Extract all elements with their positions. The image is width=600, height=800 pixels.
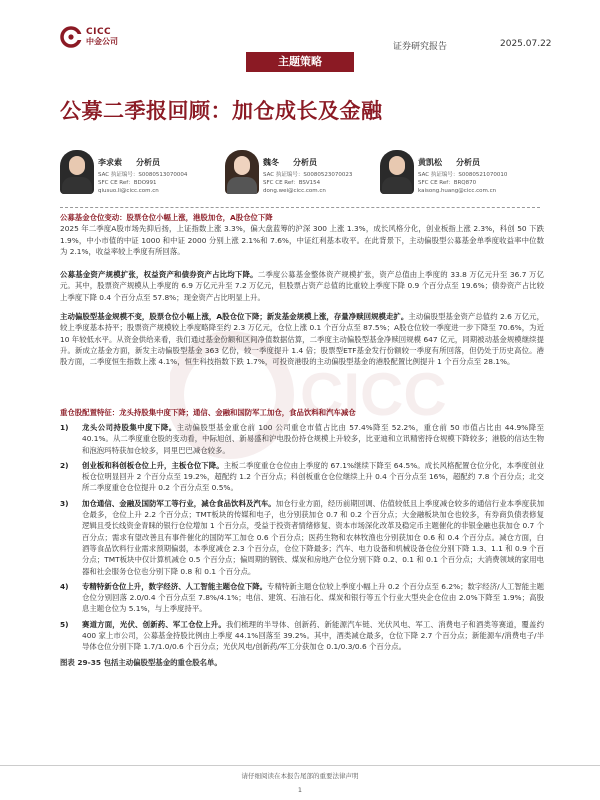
section-heading-holdings: 重仓股配置特征：龙头持股集中度下降；通信、金融和国防军工加仓，食品饮料和汽车减仓 <box>60 408 356 417</box>
analyst-name: 李求索 <box>98 158 122 167</box>
analyst-email[interactable]: qiusuo.li@cicc.com.cn <box>98 188 159 194</box>
list-number: 3) <box>60 498 69 508</box>
list-text: 主动偏股型基金重仓前 100 公司重仓市值占比由 57.4%降至 52.2%，重仓前 50 市值占比由 44.9%降至 40.1%。从二季度重仓股的变动看，中际旭创、新易盛和沪电股份持仓规模上升较多，比亚迪和立讯精密持仓规模下降较多；港股的信达生物和泡泡玛特获加仓较多，同里巴巴减仓较多。 <box>82 423 544 455</box>
list-item <box>60 498 544 577</box>
analyst-role: 分析员 <box>456 158 480 167</box>
cicc-logo-icon <box>60 26 82 48</box>
avatar <box>380 150 414 194</box>
legal-notice[interactable]: 请仔细阅读在本报告尾部的重要法律声明 <box>241 772 359 780</box>
analyst-role: 分析员 <box>136 158 160 167</box>
section-heading: 主动偏股型基金规模不变，股票仓位小幅上涨，A股仓位下降；新发基金规模上涨，存量净赎回规模走扩。 <box>60 312 409 321</box>
section-fund-position <box>60 212 544 257</box>
analyst-email[interactable]: dong.wei@cicc.com.cn <box>263 188 326 194</box>
analyst-card <box>380 150 550 200</box>
section-body: 2025 年二季度A股市场先抑后扬，上证指数上涨 3.3%，偏大盘蓝筹的沪深 300 上涨 1.3%，成长风格分化，创业板指上涨 2.3%，科创 50 下跌 1.9%，中小市值的中证 1000 和中证 2000 分别上涨 2.1%和 7.6%，中证红利基本收平。在此背景下，主动偏股型公募基金单季度收益率中位数为 2.1%，收益率较上季度有所回落。 <box>60 224 544 256</box>
analyst-name: 黄凯松 <box>418 158 442 167</box>
list-lead: 专精特新仓位上升，数字经济、人工智能主题仓位下降。 <box>82 581 268 591</box>
report-date: 2025.07.22 <box>500 39 552 49</box>
analyst-sac: SAC 执证编号：S0080513070004 <box>98 172 188 178</box>
list-item <box>60 581 544 615</box>
avatar <box>60 150 94 194</box>
analyst-email[interactable]: kaisong.huang@cicc.com.cn <box>418 188 497 194</box>
analyst-sac: SAC 执证编号：S0080521070010 <box>418 172 508 178</box>
cicc-logo <box>60 26 118 48</box>
page-number: 1 <box>297 786 303 794</box>
list-number: 1) <box>60 423 69 432</box>
list-number: 5) <box>60 619 69 629</box>
svg-text:CICC: CICC <box>300 361 447 428</box>
section-divider <box>60 207 540 208</box>
list-item <box>60 460 544 494</box>
list-number: 4) <box>60 581 69 591</box>
section-asset-scale <box>60 269 544 303</box>
report-type: 证券研究报告 <box>393 42 448 52</box>
section-body: 二季度公募基金整体资产规模扩张，资产总值由上季度的 33.8 万亿元升至 36.7 万亿元。其中，股票资产规模从上季度的 6.9 万亿元升至 7.2 万亿元，但股票占资产总值的比重较上季度下降 0.9 个百分点至 19.6%；债券资产占比较上季度下降 0.4 个百分点至 57.8%；现金资产占比明显上升。 <box>60 270 544 302</box>
analyst-card <box>60 150 230 200</box>
list-lead: 加仓通信、金融及国防军工等行业，减仓食品饮料及汽车。 <box>82 498 276 508</box>
list-item <box>60 619 544 653</box>
analyst-role: 分析员 <box>293 158 317 167</box>
footer-divider <box>0 765 600 766</box>
list-lead: 龙头公司持股集中度下降。 <box>82 423 177 432</box>
report-title: 公募二季报回顾：加仓成长及金融 <box>60 99 383 123</box>
logo-english: CICC <box>86 27 112 37</box>
list-text: 主板二季度重仓仓位由上季度的 67.1%继续下降至 64.5%。成长风格配置仓位分化，本季度创业板仓位明显回升 2 个百分点至 19.2%，超配约 1.2 个百分点；科创板重仓仓位继续上升 0.4 个百分点至 16%，超配约 7.8 个百分点；北交所二季度重仓仓位提升 0.2 个百分点至 0.5%。 <box>82 460 544 493</box>
category-banner: 主题策略 <box>246 52 354 72</box>
list-text: 我们梳理的半导体、创新药、新能源汽车链、光伏风电、军工、消费电子和酒类等赛道，覆盖约 400 家上市公司，公募基金持股比例由上季度 44.1%回落至 39.2%。其中，酒类减仓最多，仓位下降 2.7 个百分点；新能源车/消费电子/半导体仓位分别下降 1.7/1.0/0.6 个百分点；光伏风电/创新药/军工分获加仓 0.1/0.3/0.6 个百分点。 <box>82 619 544 652</box>
list-text: 加仓行业方面，经历前期回调、估值较低且上季度减仓较多的通信行业本季度获加仓最多，仓位上升 2.2 个百分点；TMT板块的传媒和电子，也分别获加仓 0.7 和 0.2 个百分点；大金融板块加仓也较多，有券商负债表修复逻辑且受长线资金青睐的银行仓位增加 1 个百分点，受益于投资者情绪修复、资本市场深化改革及稳定币主题催化的非银金融也获加仓 0.7 个百分点；需求有望改善且有事件催化的国防军工加仓 0.6 个百分点；医药生物和农林牧渔也分别获加仓 0.6 和 0.4 个百分点。减仓方面，白酒等食品饮料行业需求预期偏弱，本季度减仓 2.3 个百分点，仓位下降最多；汽车、电力设备和机械设备仓位分别下降 1.3、1.1 和 0.9 个百分点；TMT板块中仅计算机减仓 0.5 个百分点；偏周期的钢铁、煤炭和房地产仓位分别下降 0.2、0.1 和 0.1 个百分点；大消费领域的家用电器和社会服务仓位也分别下降 0.8 和 0.1 个百分点。 <box>82 498 544 576</box>
list-text: 专精特新主题仓位较上季度小幅上升 0.2 个百分点至 6.2%；数字经济/人工智能主题仓位分别回落 2.0/0.4 个百分点至 7.8%/4.1%；电信、建筑、石油石化、煤炭和银行等五个行业大型央企仓位由 2.0%下降至 1.9%；高股息主题仓位为 5.1%，与上季度持平。 <box>82 581 544 614</box>
section-heading: 公募基金仓位变动：股票仓位小幅上涨，港股加仓，A股仓位下降 <box>60 213 273 222</box>
analyst-name: 魏冬 <box>263 158 279 167</box>
avatar <box>225 150 259 194</box>
list-lead: 创业板和科创板仓位上升，主板仓位下降。 <box>82 460 224 470</box>
analyst-sfc: SFC CE Ref：BDO991 <box>98 180 157 186</box>
closing-note: 图表 29-35 包括主动偏股型基金的重仓股名单。 <box>60 657 222 667</box>
analyst-sfc: SFC CE Ref：BSV154 <box>263 180 321 186</box>
section-active-funds <box>60 311 544 367</box>
analyst-sfc: SFC CE Ref：BRQ870 <box>418 180 477 186</box>
section-heading: 公募基金资产规模扩张，权益资产和债券资产占比均下降。 <box>60 270 258 279</box>
analyst-card <box>225 150 395 200</box>
list-lead: 赛道方面，光伏、创新药、军工仓位上升。 <box>82 619 226 629</box>
list-number: 2) <box>60 460 69 470</box>
list-item <box>60 422 544 456</box>
findings-list <box>60 422 544 668</box>
logo-chinese: 中金公司 <box>86 37 118 46</box>
analyst-sac: SAC 执证编号：S0080523070023 <box>263 172 353 178</box>
section-body: 主动偏股型基金资产总值约 2.6 万亿元，较上季度基本持平；股票资产规模较上季度略降至约 2.3 万亿元，仓位上涨 0.1 个百分点至 87.5%；A股仓位较一季度进一步下降至 70.6%，为近 10 年较低水平。从资金供给来看，我们通过基金份额和区间净值数据估算，二季度主动偏股型基金净赎回规模 647 亿元，同期被动基金规模继续提升。新成立基金方面，新发主动偏股型基金 363 亿份，较一季度提升 1.4 倍；股票型ETF基金发行份额较一季度有所回落，但仍处于历史高位。港股方面，二季度恒生指数上涨 4.1%，恒生科技指数下跌 1.7%，可投资港股的主动偏股型基金的港股配置比例提升 1 个百分点至 28.1%。 <box>60 312 544 367</box>
